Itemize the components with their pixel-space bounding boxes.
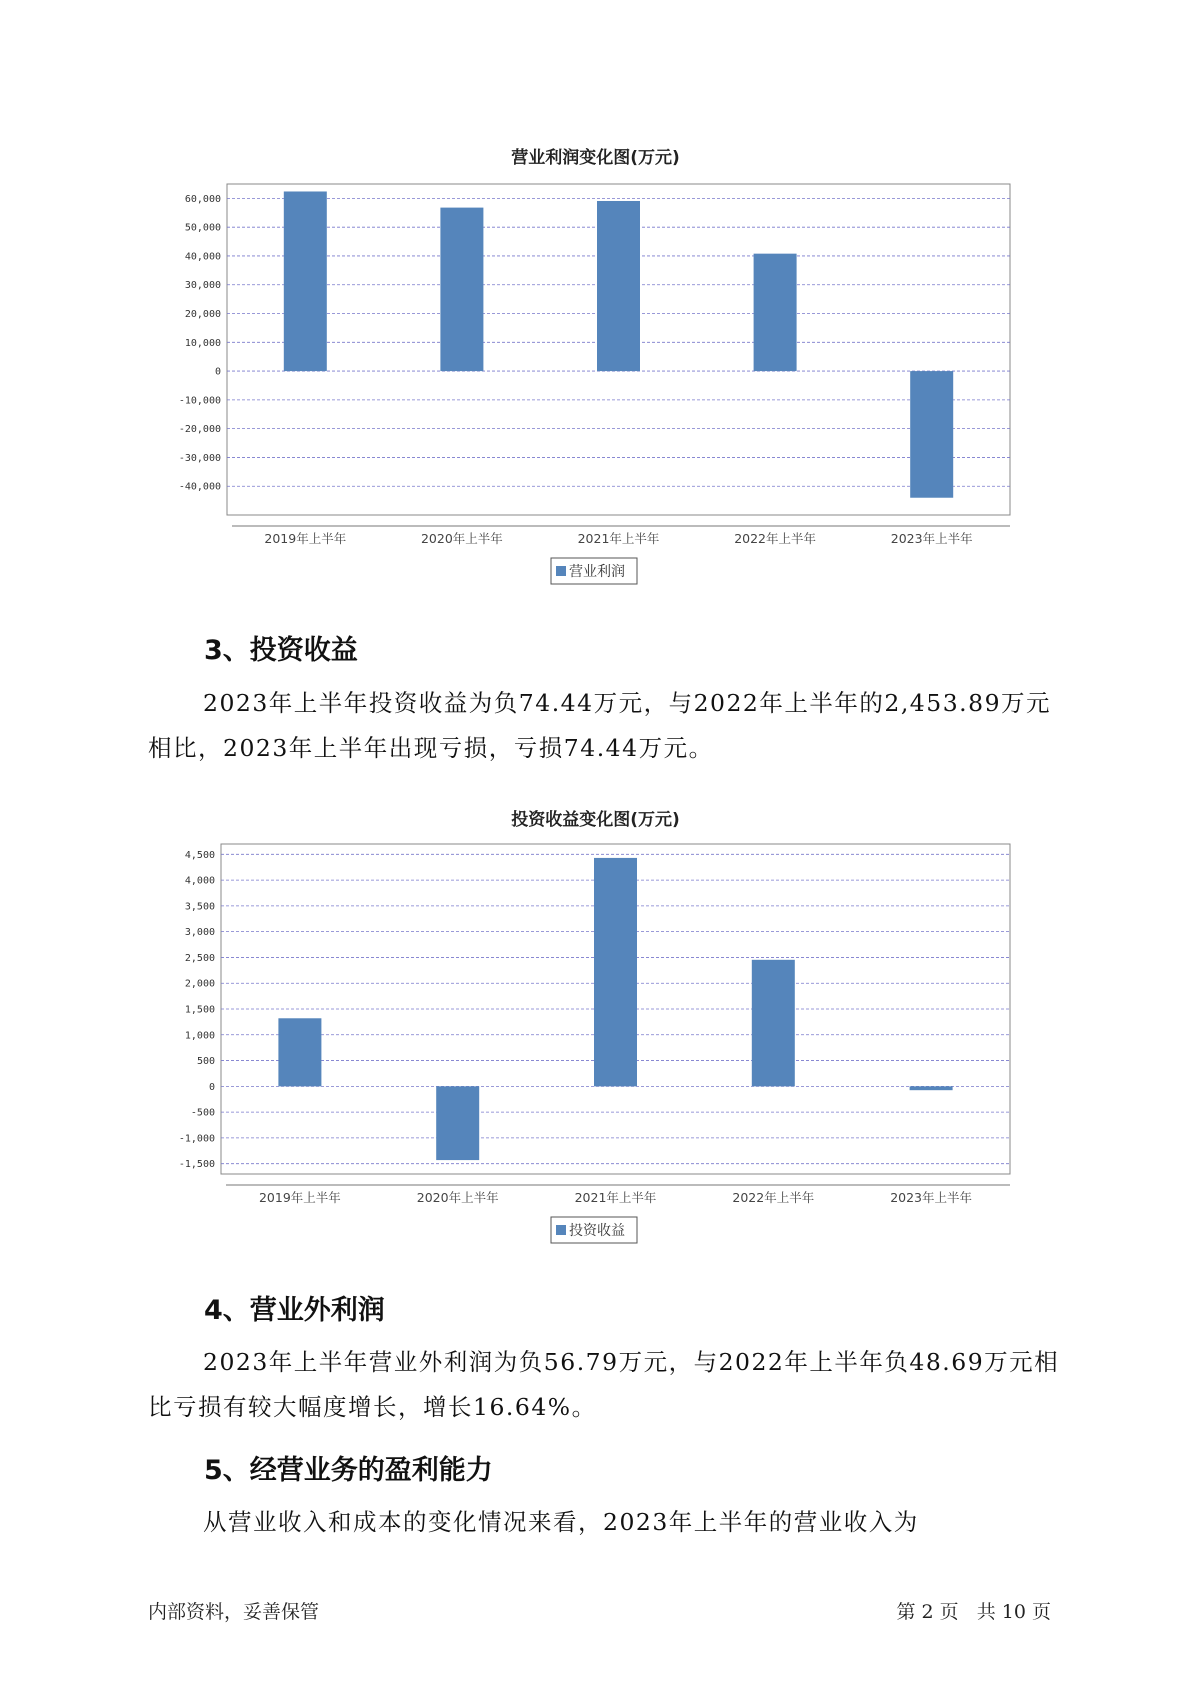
bar <box>278 1018 321 1086</box>
x-tick-label: 2021年上半年 <box>574 1190 657 1205</box>
y-tick-label: 50,000 <box>184 222 221 234</box>
bar <box>910 1086 953 1090</box>
y-tick-label: 0 <box>214 366 221 378</box>
bar <box>594 858 637 1086</box>
bar <box>440 208 483 371</box>
y-tick-label: -1,000 <box>178 1133 215 1145</box>
chart2-title: 投资收益变化图(万元) <box>511 810 680 830</box>
bar <box>597 201 640 371</box>
bar <box>436 1086 479 1160</box>
x-tick-label: 2023年上半年 <box>890 531 973 546</box>
footer-confidential-note: 内部资料，妥善保管 <box>148 1601 320 1623</box>
legend-swatch <box>556 1225 566 1235</box>
x-tick-label: 2021年上半年 <box>577 531 660 546</box>
section-heading-non-operating-profit: 4、营业外利润 <box>204 1295 385 1326</box>
y-tick-label: -1,500 <box>178 1159 215 1171</box>
y-tick-label: 60,000 <box>184 193 221 205</box>
y-tick-label: 1,000 <box>184 1030 215 1042</box>
y-tick-label: 3,500 <box>184 901 215 913</box>
bar <box>752 960 795 1087</box>
chart1-title: 营业利润变化图(万元) <box>511 148 680 168</box>
bar <box>910 371 953 498</box>
y-tick-label: 4,500 <box>184 849 215 861</box>
operating-profit-chart <box>0 170 1191 590</box>
y-tick-label: 10,000 <box>184 337 221 349</box>
y-tick-label: -10,000 <box>178 395 221 407</box>
y-tick-label: -500 <box>190 1107 215 1119</box>
x-tick-label: 2022年上半年 <box>732 1190 815 1205</box>
bar <box>754 254 797 371</box>
x-tick-label: 2020年上半年 <box>416 1190 499 1205</box>
legend-swatch <box>556 566 566 576</box>
section-paragraph-non-operating-profit: 2023年上半年营业外利润为负56.79万元，与2022年上半年负48.69万元相比亏损有较大幅度增长，增长16.64%。 <box>148 1348 1060 1421</box>
investment-income-chart <box>0 832 1191 1252</box>
bar <box>284 191 327 371</box>
section-paragraph-investment-income: 2023年上半年投资收益为负74.44万元，与2022年上半年的2,453.89万元相比，2023年上半年出现亏损，亏损74.44万元。 <box>148 689 1052 762</box>
legend-label: 投资收益 <box>569 1223 625 1239</box>
y-tick-label: 2,000 <box>184 978 215 990</box>
x-tick-label: 2022年上半年 <box>734 531 817 546</box>
y-tick-label: 30,000 <box>184 280 221 292</box>
x-tick-label: 2020年上半年 <box>420 531 503 546</box>
y-tick-label: -20,000 <box>178 424 221 436</box>
y-tick-label: 500 <box>196 1056 215 1068</box>
y-tick-label: 0 <box>208 1081 215 1093</box>
y-tick-label: -30,000 <box>178 452 221 464</box>
y-tick-label: 3,000 <box>184 927 215 939</box>
x-tick-label: 2019年上半年 <box>258 1190 341 1205</box>
section-heading-profitability: 5、经营业务的盈利能力 <box>204 1455 493 1486</box>
x-tick-label: 2023年上半年 <box>890 1190 973 1205</box>
section-heading-investment-income: 3、投资收益 <box>204 635 358 666</box>
x-tick-label: 2019年上半年 <box>264 531 347 546</box>
legend-label: 营业利润 <box>569 564 625 580</box>
section-paragraph-profitability: 从营业收入和成本的变化情况来看，2023年上半年的营业收入为 <box>203 1508 919 1536</box>
y-tick-label: -40,000 <box>178 481 221 493</box>
y-tick-label: 40,000 <box>184 251 221 263</box>
y-tick-label: 20,000 <box>184 309 221 321</box>
y-tick-label: 2,500 <box>184 952 215 964</box>
y-tick-label: 1,500 <box>184 1004 215 1016</box>
footer-page-number: 第 2 页 共 10 页 <box>896 1601 1051 1623</box>
y-tick-label: 4,000 <box>184 875 215 887</box>
